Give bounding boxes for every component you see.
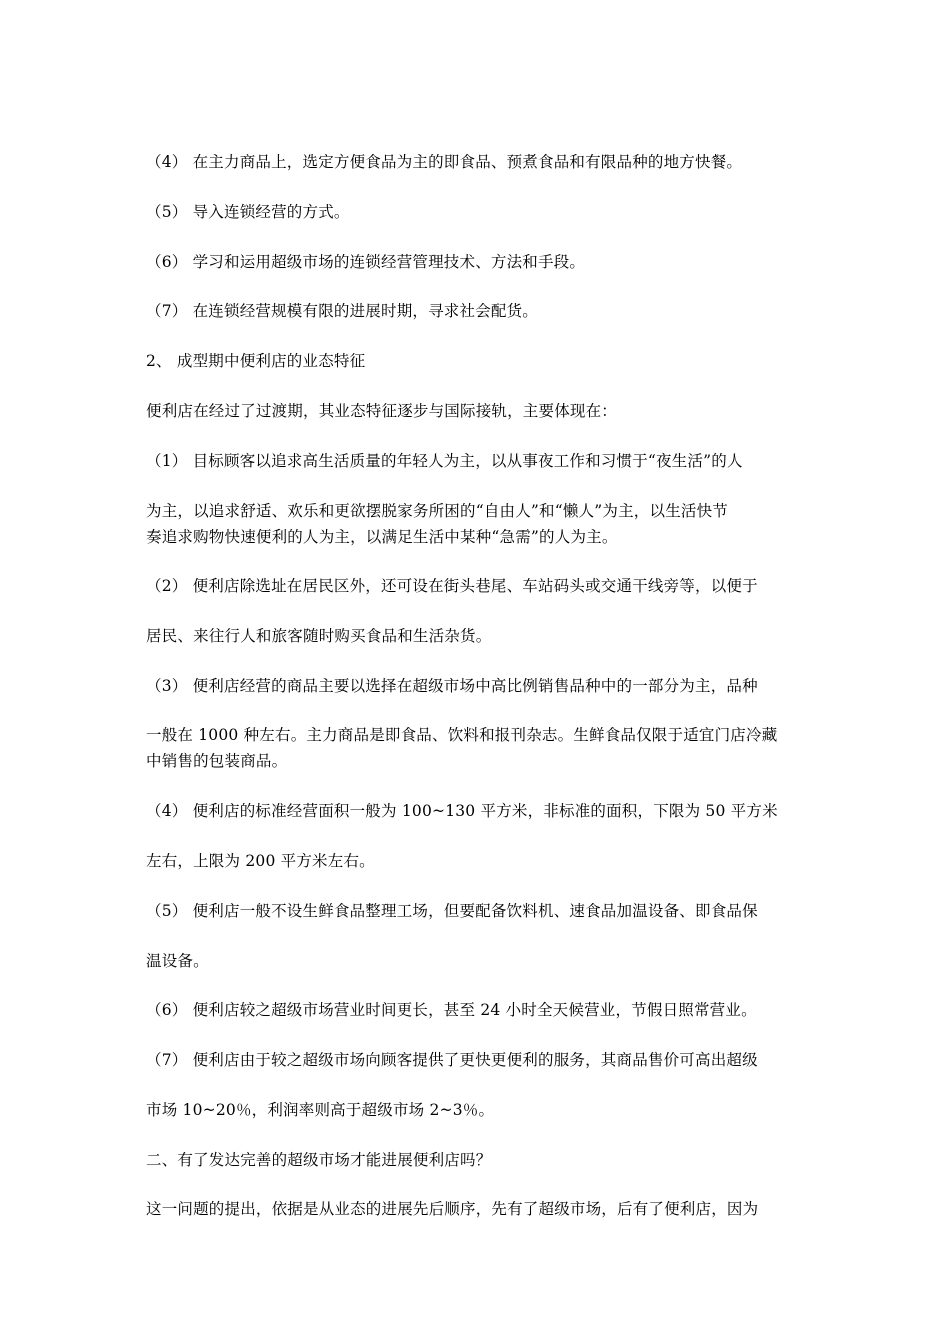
text-line: （7） 便利店由于较之超级市场向顾客提供了更快更便利的服务，其商品售价可高出超级 — [146, 1051, 758, 1069]
text-line: 温设备。 — [146, 952, 209, 970]
text-line: （7） 在连锁经营规模有限的进展时期，寻求社会配货。 — [146, 302, 538, 320]
section-heading: 2、 成型期中便利店的业态特征 — [146, 352, 366, 370]
text-line: 居民、来往行人和旅客随时购买食品和生活杂货。 — [146, 627, 492, 645]
text-line: 中销售的包装商品。 — [146, 752, 288, 770]
text-line: （3） 便利店经营的商品主要以选择在超级市场中高比例销售品种中的一部分为主，品种 — [146, 677, 758, 695]
text-line: 为主，以追求舒适、欢乐和更欲摆脱家务所困的“自由人”和“懒人”为主，以生活快节 — [146, 502, 728, 520]
text-line: 左右，上限为 200 平方米左右。 — [146, 852, 375, 870]
text-line: 奏追求购物快速便利的人为主，以满足生活中某种“急需”的人为主。 — [146, 528, 618, 546]
text-line: （1） 目标顾客以追求高生活质量的年轻人为主，以从事夜工作和习惯于“夜生活”的人 — [146, 452, 743, 470]
text-line: 一般在 1000 种左右。主力商品是即食品、饮料和报刊杂志。生鲜食品仅限于适宜门店冷藏 — [146, 726, 778, 744]
text-line: （5） 便利店一般不设生鲜食品整理工场，但要配备饮料机、速食品加温设备、即食品保 — [146, 902, 758, 920]
text-line: （5） 导入连锁经营的方式。 — [146, 203, 350, 221]
text-line: （6） 学习和运用超级市场的连锁经营管理技术、方法和手段。 — [146, 253, 586, 271]
text-line: 便利店在经过了过渡期，其业态特征逐步与国际接轨，主要体现在： — [146, 402, 618, 420]
text-line: （4） 便利店的标准经营面积一般为 100~130 平方米，非标准的面积，下限为 50 平方米 — [146, 802, 778, 820]
text-line: （6） 便利店较之超级市场营业时间更长，甚至 24 小时全天候营业，节假日照常营业。 — [146, 1001, 757, 1019]
text-line: （4） 在主力商品上，选定方便食品为主的即食品、预煮食品和有限品种的地方快餐。 — [146, 153, 743, 171]
text-line: （2） 便利店除选址在居民区外，还可设在街头巷尾、车站码头或交通干线旁等，以便于 — [146, 577, 758, 595]
section-heading: 二、有了发达完善的超级市场才能进展便利店吗？ — [146, 1151, 492, 1169]
text-line: 市场 10~20％，利润率则高于超级市场 2~3％。 — [146, 1101, 495, 1119]
text-line: 这一问题的提出，依据是从业态的进展先后顺序，先有了超级市场，后有了便利店，因为 — [146, 1200, 759, 1218]
